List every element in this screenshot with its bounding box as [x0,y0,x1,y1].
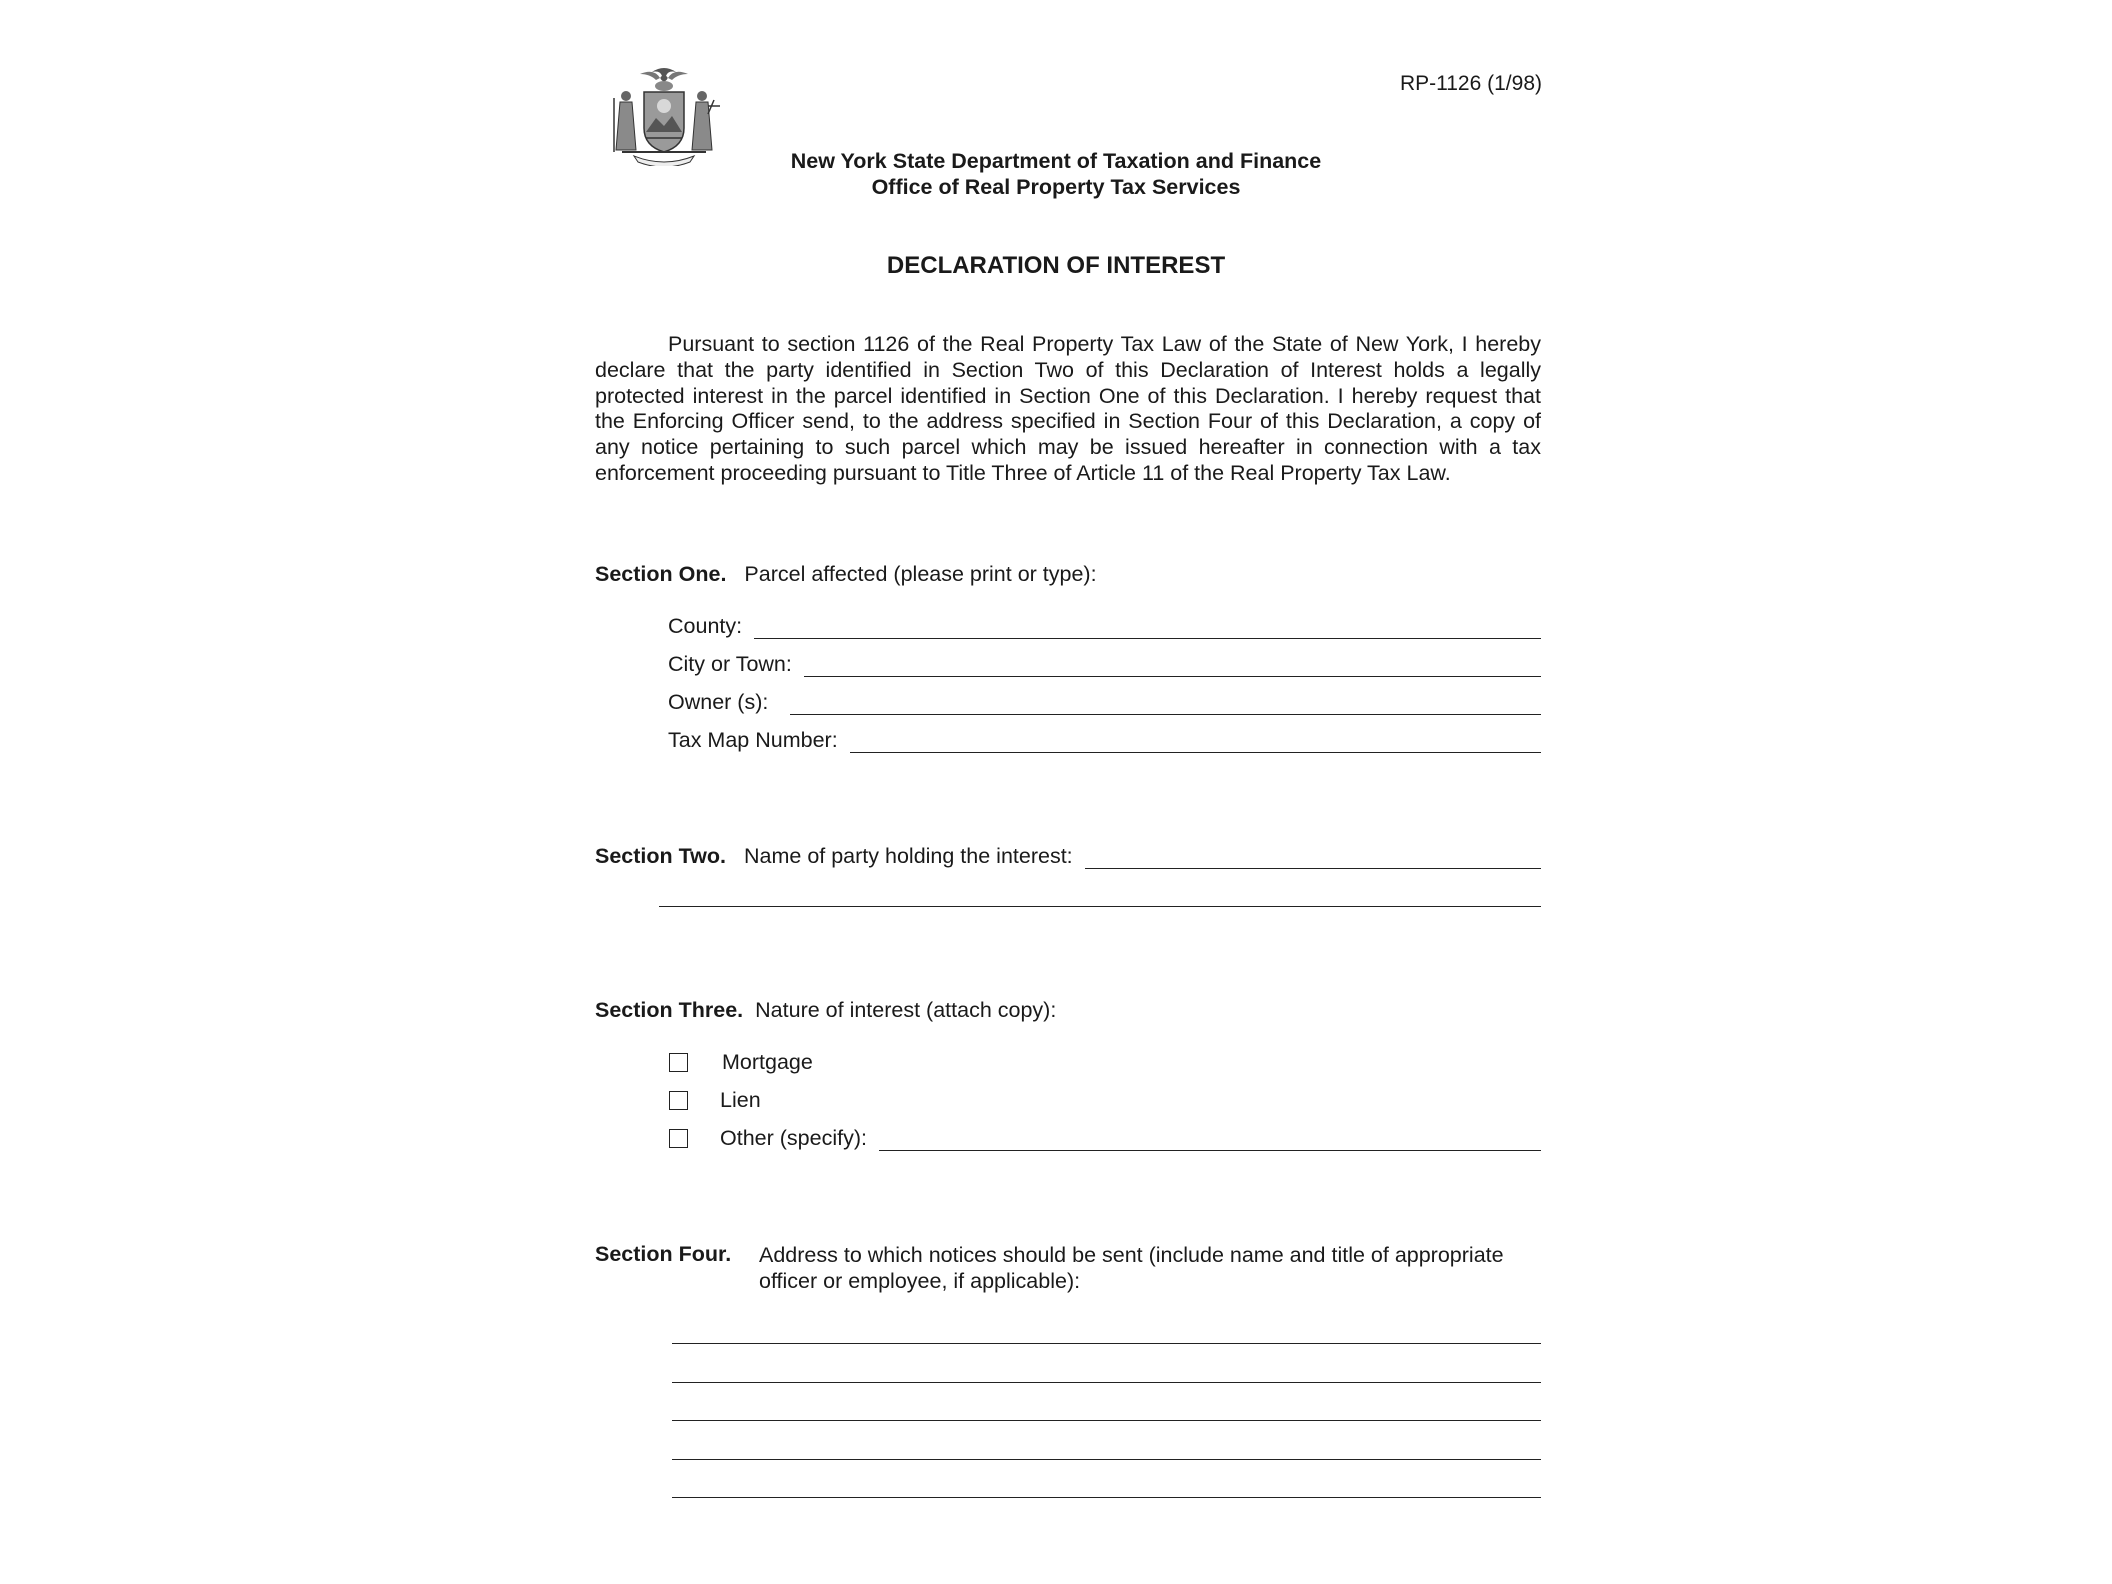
other-row [720,1126,1541,1151]
address-line-2[interactable] [672,1382,1541,1383]
city-town-row [668,652,1541,677]
agency-name: New York State Department of Taxation and Finance [790,149,1322,173]
other-checkbox[interactable] [669,1129,688,1148]
owner-row [668,690,1541,715]
address-line-1[interactable] [672,1343,1541,1344]
tax-map-label: Tax Map Number: [668,728,838,752]
section-three-label: Section Three. [595,998,744,1022]
party-name-field-line2[interactable] [659,906,1541,907]
mortgage-checkbox[interactable] [669,1053,688,1072]
section-four-text-line1: Address to which notices should be sent (include name and title of appropriate [759,1243,1504,1267]
agency-office: Office of Real Property Tax Services [871,175,1241,199]
county-label: County: [668,614,743,638]
address-line-3[interactable] [672,1420,1541,1421]
mortgage-label: Mortgage [722,1050,813,1074]
address-line-5[interactable] [672,1497,1541,1498]
section-two-label: Section Two. [595,844,726,868]
city-town-field[interactable] [804,656,1541,677]
other-specify-field[interactable] [879,1130,1541,1151]
county-field[interactable] [754,618,1541,639]
document-title: DECLARATION OF INTEREST [886,252,1226,279]
section-one-heading [595,562,1097,587]
section-two-row [595,844,1541,869]
county-row [668,614,1541,639]
section-one-text: Parcel affected (please print or type): [744,562,1097,586]
owner-field[interactable] [790,694,1541,715]
section-four-text [759,1242,1504,1294]
other-label: Other (specify): [720,1126,867,1150]
party-name-field[interactable] [1085,848,1541,869]
lien-checkbox[interactable] [669,1091,688,1110]
section-four-text-line2: officer or employee, if applicable): [759,1269,1081,1293]
section-three-text: Nature of interest (attach copy): [755,998,1057,1022]
intro-paragraph: Pursuant to section 1126 of the Real Property Tax Law of the State of New York, I hereby declare that the party identified in Section Two of this Declaration of Interest holds a legally protected interest in the parcel identified in Section One of this Declaration. I hereby request that the Enforcing Officer send, to the address specified in Section Four of this Declaration, a copy of any notice pertaining to such parcel which may be issued hereafter in connection with a tax enforcement proceeding pursuant to Title Three of Article 11 of the Real Property Tax Law. [595,332,1541,485]
section-three-heading [595,998,1056,1023]
address-line-4[interactable] [672,1459,1541,1460]
city-town-label: City or Town: [668,652,792,676]
lien-label: Lien [720,1088,761,1112]
form-number: RP-1126 (1/98) [1399,72,1542,95]
section-four-label: Section Four. [595,1242,732,1266]
section-one-label: Section One. [595,562,727,586]
tax-map-field[interactable] [850,732,1541,753]
tax-map-row [668,728,1541,753]
section-two-text: Name of party holding the interest: [744,844,1073,868]
owner-label: Owner (s): [668,690,769,714]
